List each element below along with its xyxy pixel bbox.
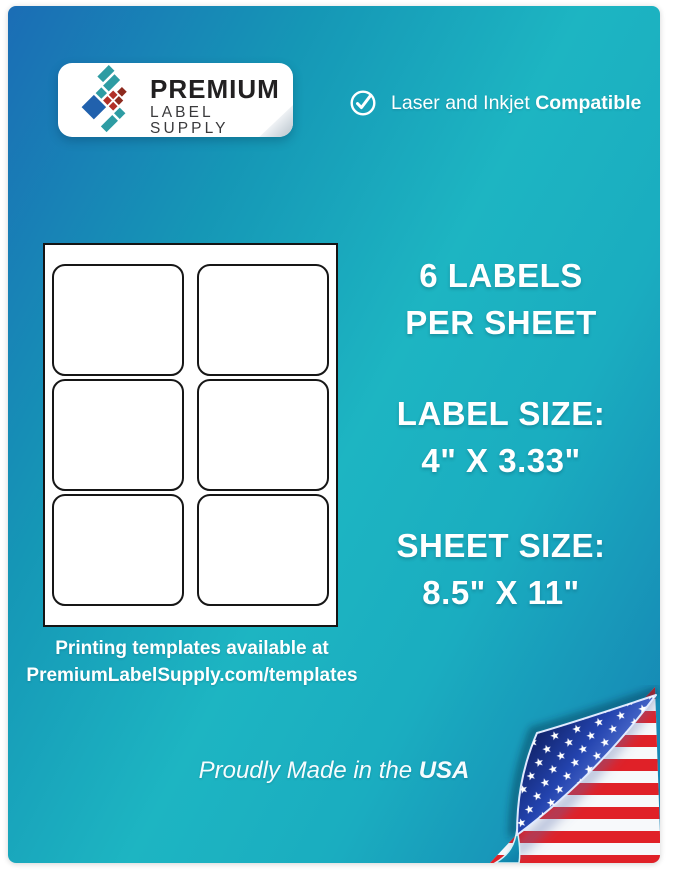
templates-note-line1: Printing templates available at	[55, 638, 329, 659]
brand-name-line1: PREMIUM	[150, 74, 280, 104]
spec-line: SHEET SIZE:	[396, 527, 606, 564]
label-outline	[52, 264, 184, 376]
spec-labels-per-sheet	[356, 252, 646, 346]
made-in-bold: USA	[418, 757, 470, 784]
compatibility-text	[391, 92, 641, 115]
diamond-mosaic-logo-icon	[70, 65, 142, 135]
made-in-prefix: Proudly Made in the	[198, 757, 419, 784]
brand-logo-card	[58, 63, 293, 137]
spec-sheet-size	[356, 522, 646, 616]
label-sheet	[43, 243, 338, 627]
spec-line: 6 LABELS	[419, 257, 583, 294]
label-outline	[197, 494, 329, 606]
templates-note-line2: PremiumLabelSupply.com/templates	[26, 664, 358, 686]
label-outline	[197, 264, 329, 376]
label-outline	[197, 379, 329, 491]
usa-flag-page-curl-icon	[485, 685, 660, 863]
spec-line: LABEL SIZE:	[396, 395, 606, 432]
compatibility-row	[348, 88, 641, 118]
templates-note	[12, 636, 372, 689]
gradient-background	[8, 6, 660, 863]
spec-label-size	[356, 390, 646, 484]
compatibility-bold: Compatible	[535, 91, 642, 114]
spec-line: 8.5" X 11"	[422, 574, 580, 611]
label-outline	[52, 379, 184, 491]
brand-name-line2: LABEL SUPPLY	[150, 104, 229, 137]
label-outline	[52, 494, 184, 606]
spec-line: 4" X 3.33"	[421, 442, 581, 479]
check-circle-icon	[348, 88, 378, 118]
compatibility-prefix: Laser and Inkjet	[391, 91, 536, 114]
spec-line: PER SHEET	[405, 304, 597, 341]
spec-column	[356, 252, 646, 616]
